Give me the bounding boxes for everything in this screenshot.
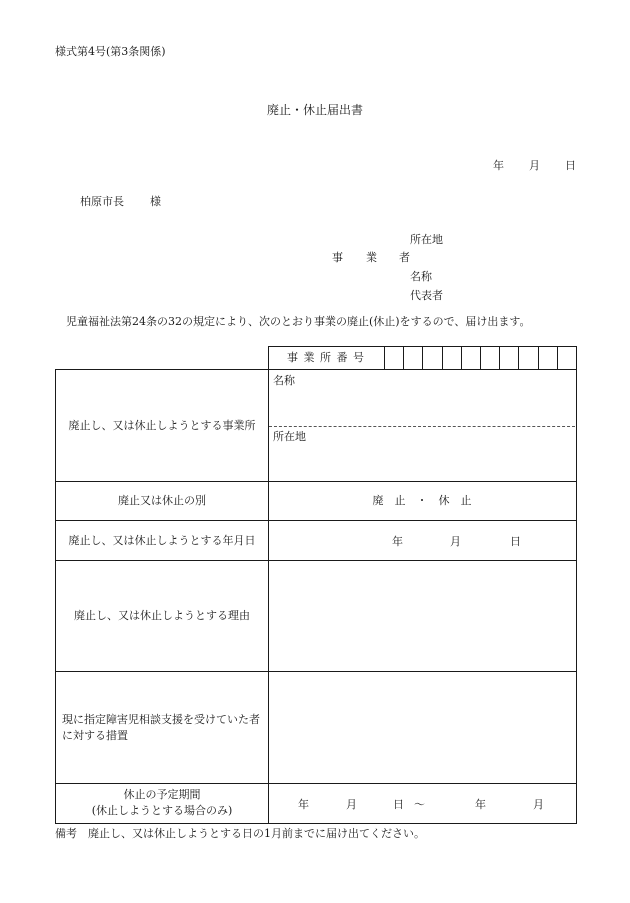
office-number-digit-box <box>499 346 519 370</box>
period-month-2: 月 <box>533 798 544 811</box>
office-number-digit-box <box>538 346 558 370</box>
office-number-digit-box <box>461 346 481 370</box>
footnote: 備考 廃止し、又は休止しようとする日の1月前までに届け出てください。 <box>55 827 425 840</box>
office-name-label: 名称 <box>273 374 295 387</box>
period-month-1: 月 <box>346 798 357 811</box>
office-number-label: 事 業 所 番 号 <box>287 351 365 364</box>
entrepreneur-role-char-1: 事 <box>332 251 343 264</box>
date-month-label: 月 <box>529 159 540 172</box>
date-row-label: 廃止し、又は休止しようとする年月日 <box>68 533 256 547</box>
addressee-suffix: 様 <box>150 195 161 208</box>
form-number: 様式第4号(第3条関係) <box>55 45 166 58</box>
office-row-label: 廃止し、又は休止しようとする事業所 <box>68 418 256 432</box>
period-year-2: 年 <box>475 798 486 811</box>
cease-date-month: 月 <box>450 535 461 548</box>
office-number-digit-box <box>518 346 538 370</box>
cease-date-day: 日 <box>510 535 521 548</box>
reason-row-label: 廃止し、又は休止しようとする理由 <box>74 609 250 622</box>
period-year-1: 年 <box>298 798 309 811</box>
office-number-digit-box <box>557 346 577 370</box>
table-column-divider <box>268 369 269 823</box>
addressee <box>80 193 161 209</box>
entrepreneur-role-char-2: 業 <box>366 251 377 264</box>
cease-date-year: 年 <box>392 535 403 548</box>
office-number-digit-box <box>480 346 500 370</box>
office-number-digit-box <box>403 346 423 370</box>
period-day-1: 日 <box>393 798 404 811</box>
entrepreneur-representative-label: 代表者 <box>410 289 443 302</box>
entrepreneur-role-char-3: 者 <box>399 251 410 264</box>
period-row-label-line-1: 休止の予定期間 <box>123 788 201 801</box>
statement-text: 児童福祉法第24条の32の規定により、次のとおり事業の廃止(休止)をするので、届け出ます。 <box>66 315 531 328</box>
entrepreneur-name-label: 名称 <box>410 270 432 283</box>
office-number-digit-box <box>384 346 404 370</box>
period-row-label <box>56 784 268 822</box>
date-year-label: 年 <box>493 159 504 172</box>
period-row-label-line-2: (休止しようとする場合のみ) <box>91 804 233 817</box>
page-title: 廃止・休止届出書 <box>266 103 363 117</box>
office-location-label: 所在地 <box>273 430 306 443</box>
entrepreneur-location-label: 所在地 <box>410 233 443 246</box>
office-name-location-divider <box>269 426 575 427</box>
office-number-digit-box <box>422 346 442 370</box>
addressee-name: 柏原市長 <box>80 195 124 208</box>
type-row-label: 廃止又は休止の別 <box>118 494 206 507</box>
office-number-digit-box <box>442 346 462 370</box>
measures-row-label: 現に指定障害児相談支援を受けていた者に対する措置 <box>62 712 260 742</box>
date-day-label: 日 <box>565 159 576 172</box>
period-tilde: ～ <box>414 798 425 811</box>
type-options: 廃 止 ・ 休 止 <box>372 494 472 507</box>
